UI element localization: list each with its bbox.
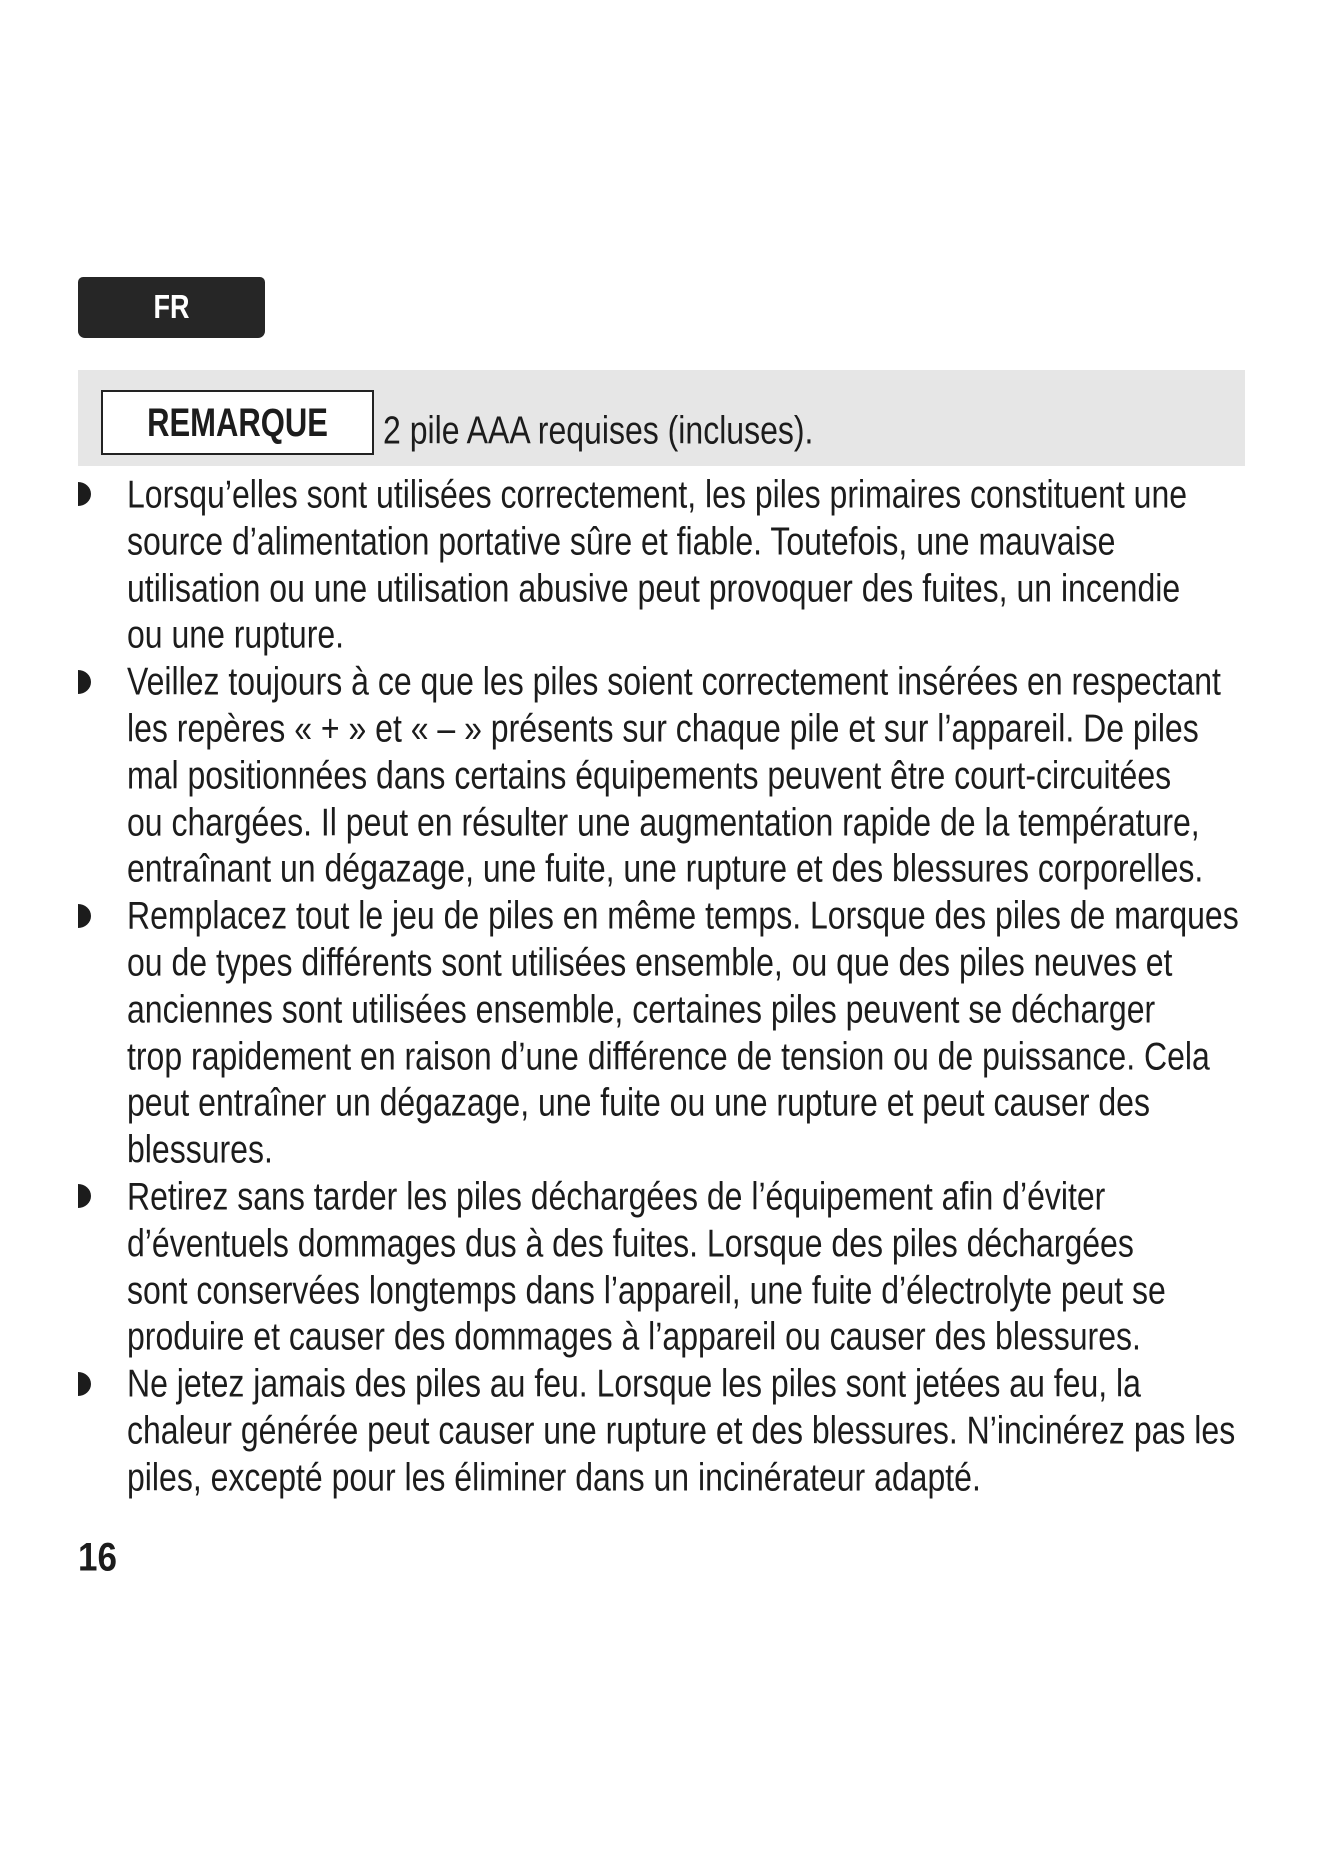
- warning-line: Retirez sans tarder les piles déchargées de l’équipement afin d’éviter: [127, 1173, 1106, 1218]
- warning-line: utilisation ou une utilisation abusive peut provoquer des fuites, un incendie: [127, 565, 1181, 610]
- warning-line: Ne jetez jamais des piles au feu. Lorsque les piles sont jetées au feu, la: [127, 1361, 1141, 1406]
- bullet-icon: [78, 1372, 91, 1396]
- warning-item: [0, 658, 1324, 892]
- warning-line: Lorsqu’elles sont utilisées correctement, les piles primaires constituent une: [127, 471, 1188, 516]
- warning-item: [0, 471, 1324, 658]
- bullet-icon: [78, 670, 91, 694]
- warning-line: d’éventuels dommages dus à des fuites. Lorsque des piles déchargées: [127, 1220, 1134, 1265]
- warning-line: Remplacez tout le jeu de piles en même temps. Lorsque des piles de marques: [127, 893, 1239, 938]
- warning-line: trop rapidement en raison d’une différence de tension ou de puissance. Cela: [127, 1033, 1210, 1078]
- warning-item: [0, 1360, 1324, 1500]
- warning-line: piles, excepté pour les éliminer dans un incinérateur adapté.: [127, 1454, 981, 1499]
- note-label-box: [101, 390, 374, 455]
- warning-line: mal positionnées dans certains équipements peuvent être court-circuitées: [127, 752, 1172, 797]
- warning-line: ou une rupture.: [127, 612, 345, 657]
- warning-item: [0, 892, 1324, 1173]
- note-text: 2 pile AAA requises (incluses).: [383, 407, 814, 452]
- bullet-icon: [78, 1184, 91, 1208]
- warning-list: [0, 471, 1324, 1501]
- warning-line: Veillez toujours à ce que les piles soient correctement insérées en respectant: [127, 659, 1221, 704]
- warning-line: les repères « + » et « – » présents sur chaque pile et sur l’appareil. De piles: [127, 705, 1199, 750]
- warning-line: source d’alimentation portative sûre et fiable. Toutefois, une mauvaise: [127, 518, 1116, 563]
- language-tab-label: FR: [153, 288, 190, 326]
- warning-line: produire et causer des dommages à l’appareil ou causer des blessures.: [127, 1314, 1141, 1359]
- warning-line: chaleur générée peut causer une rupture et des blessures. N’incinérez pas les: [127, 1407, 1236, 1452]
- warning-line: sont conservées longtemps dans l’appareil, une fuite d’électrolyte peut se: [127, 1267, 1166, 1312]
- page-number: 16: [78, 1534, 117, 1580]
- note-label: REMARQUE: [147, 399, 328, 446]
- warning-item: [0, 1173, 1324, 1360]
- language-tab: [78, 277, 265, 338]
- bullet-icon: [78, 904, 91, 928]
- bullet-icon: [78, 482, 91, 506]
- warning-line: ou chargées. Il peut en résulter une augmentation rapide de la température,: [127, 799, 1200, 844]
- warning-line: entraînant un dégazage, une fuite, une rupture et des blessures corporelles.: [127, 846, 1204, 891]
- warning-line: anciennes sont utilisées ensemble, certaines piles peuvent se décharger: [127, 986, 1156, 1031]
- warning-line: blessures.: [127, 1127, 273, 1172]
- warning-line: ou de types différents sont utilisées ensemble, ou que des piles neuves et: [127, 939, 1173, 984]
- warning-line: peut entraîner un dégazage, une fuite ou une rupture et peut causer des: [127, 1080, 1150, 1125]
